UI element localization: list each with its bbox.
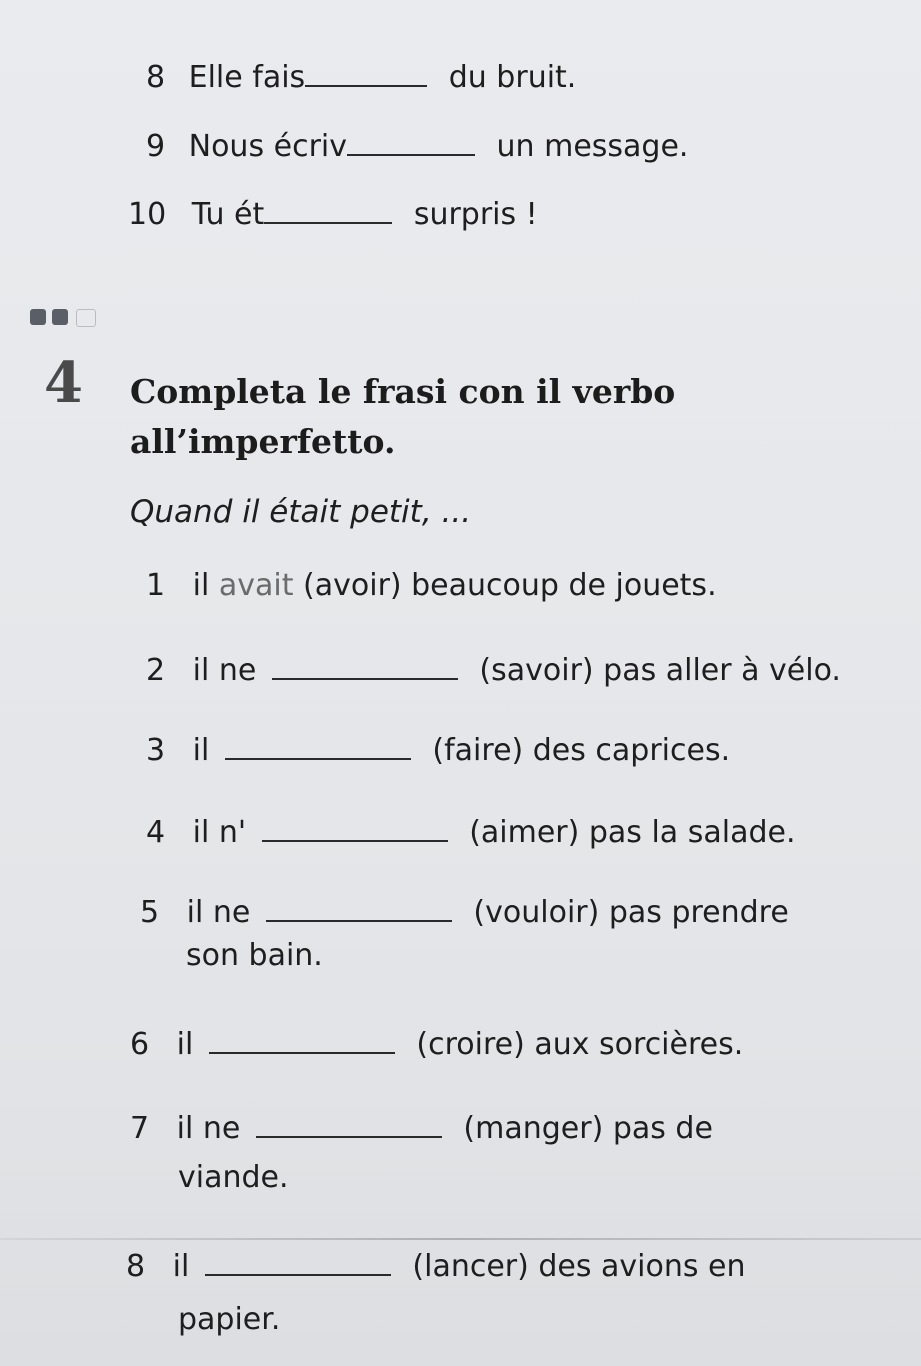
item-text-before: Elle fais (188, 60, 306, 95)
item-text-before: il (192, 733, 210, 768)
answer-blank[interactable] (225, 728, 411, 760)
item-number: 8 (146, 60, 166, 95)
example-answer: avait (218, 568, 294, 603)
list-item-5 (140, 890, 789, 931)
answer-blank[interactable] (347, 124, 475, 156)
item-text-after: (vouloir) pas prendre (473, 895, 789, 930)
item-number: 1 (146, 568, 166, 603)
item-text-before: il (192, 568, 210, 603)
exercise-instruction-line2: all’imperfetto. (130, 422, 396, 461)
item-number: 3 (146, 733, 166, 768)
item-text-after: (avoir) beaucoup de jouets. (303, 568, 717, 603)
top-item-8 (146, 55, 576, 96)
item-text-after: (faire) des caprices. (432, 733, 731, 768)
list-item-5-continuation: son bain. (186, 938, 323, 973)
top-item-10 (128, 192, 538, 233)
item-text-after: (aimer) pas la salade. (469, 815, 796, 850)
item-text-after: (savoir) pas aller à vélo. (479, 653, 841, 688)
list-item-3 (146, 728, 730, 769)
answer-blank[interactable] (264, 192, 392, 224)
item-text-after: (lancer) des avions en (412, 1249, 746, 1284)
list-item-8 (126, 1244, 746, 1285)
answer-blank[interactable] (209, 1022, 395, 1054)
item-text-before: il ne (186, 895, 251, 930)
answer-blank[interactable] (266, 890, 452, 922)
page-fold-line (0, 1238, 921, 1240)
list-item-7 (130, 1106, 713, 1147)
item-number: 4 (146, 815, 166, 850)
top-item-9 (146, 124, 688, 165)
list-item-8-continuation: papier. (178, 1302, 281, 1337)
answer-blank[interactable] (205, 1244, 391, 1276)
item-number: 6 (130, 1027, 150, 1062)
item-text-before: il (176, 1027, 194, 1062)
item-text-before: Tu ét (191, 197, 265, 232)
item-text-before: il ne (176, 1111, 241, 1146)
list-item-7-continuation: viande. (178, 1160, 289, 1195)
difficulty-indicator-icon (30, 304, 112, 330)
list-item-2 (146, 648, 841, 689)
list-item-1 (146, 568, 717, 604)
answer-blank[interactable] (256, 1106, 442, 1138)
item-number: 2 (146, 653, 166, 688)
list-item-6 (130, 1022, 743, 1063)
answer-blank[interactable] (262, 810, 448, 842)
item-text-after: du bruit. (448, 60, 577, 95)
item-number: 7 (130, 1111, 150, 1146)
item-text-after: (manger) pas de (463, 1111, 713, 1146)
answer-blank[interactable] (272, 648, 458, 680)
answer-blank[interactable] (305, 55, 427, 87)
item-text-before: il ne (192, 653, 257, 688)
exercise-instruction-line1: Completa le frasi con il verbo (130, 372, 676, 411)
item-text-before: Nous écriv (188, 129, 347, 164)
item-text-before: il n' (192, 815, 247, 850)
list-item-4 (146, 810, 796, 851)
exercise-prompt: Quand il était petit, ... (130, 494, 472, 530)
item-number: 8 (126, 1249, 146, 1284)
item-text-after: surpris ! (413, 197, 538, 232)
item-text-before: il (172, 1249, 190, 1284)
item-number: 9 (146, 129, 166, 164)
exercise-number: 4 (44, 350, 83, 416)
item-text-after: un message. (496, 129, 689, 164)
item-text-after: (croire) aux sorcières. (416, 1027, 744, 1062)
item-number: 5 (140, 895, 160, 930)
item-number: 10 (128, 197, 167, 232)
